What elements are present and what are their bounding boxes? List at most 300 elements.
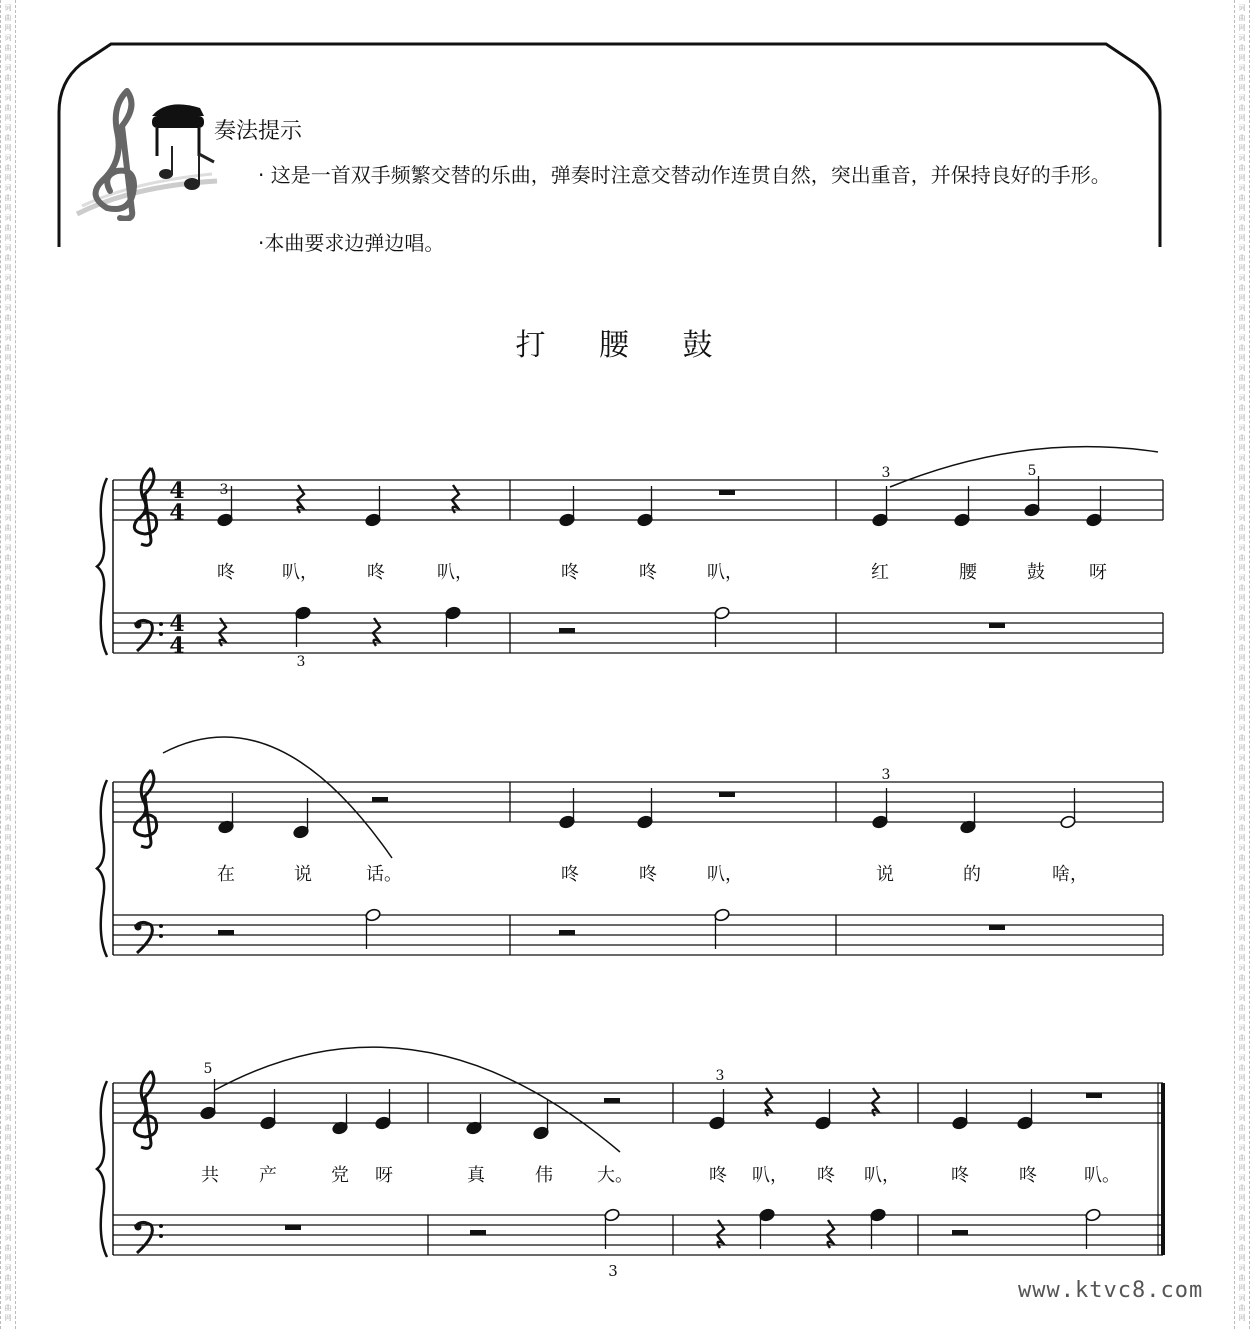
side-watermark-glyph: 曲: [1238, 794, 1246, 802]
side-watermark-glyph: 曲: [4, 884, 12, 892]
treble-note: [375, 1116, 392, 1130]
side-watermark-glyph: 网: [4, 1104, 12, 1112]
side-watermark-glyph: 词: [4, 94, 12, 102]
side-watermark-glyph: 曲: [4, 1004, 12, 1012]
side-watermark-glyph: 词: [1238, 814, 1246, 822]
bass-note: [714, 606, 731, 620]
side-watermark-glyph: 网: [4, 204, 12, 212]
side-watermark-glyph: 曲: [4, 674, 12, 682]
lyric-syllable: 伟: [535, 1165, 553, 1186]
side-watermark-glyph: 曲: [1238, 1304, 1246, 1312]
side-watermark-glyph: 曲: [1238, 404, 1246, 412]
quarter-rest: [297, 485, 304, 513]
lyric-syllable: 咚: [639, 864, 657, 885]
quarter-rest: [717, 1220, 724, 1248]
side-watermark-glyph: 曲: [1238, 224, 1246, 232]
side-watermark-glyph: 网: [4, 54, 12, 62]
side-watermark-glyph: 网: [1238, 384, 1246, 392]
side-watermark-glyph: 网: [1238, 264, 1246, 272]
treble-note: [709, 1116, 726, 1130]
half-rest: [952, 1230, 968, 1235]
half-rest: [470, 1230, 486, 1235]
side-watermark-glyph: 网: [1238, 1014, 1246, 1022]
treble-note: [1060, 815, 1077, 829]
brace: [97, 780, 107, 957]
side-watermark-glyph: 网: [4, 804, 12, 812]
side-watermark-glyph: 词: [4, 64, 12, 72]
lyric-syllable: 咚: [817, 1165, 835, 1186]
side-watermark-glyph: 词: [1238, 964, 1246, 972]
side-watermark-glyph: 网: [1238, 414, 1246, 422]
side-watermark-glyph: 网: [1238, 144, 1246, 152]
side-watermark-glyph: 网: [4, 984, 12, 992]
slur: [890, 447, 1158, 487]
side-watermark-glyph: 曲: [4, 1154, 12, 1162]
side-watermark-glyph: 网: [4, 294, 12, 302]
side-watermark-glyph: 曲: [1238, 1274, 1246, 1282]
side-watermark-glyph: 词: [1238, 544, 1246, 552]
time-signature-bottom: 4: [169, 633, 185, 659]
slur: [215, 1047, 620, 1152]
side-watermark-glyph: 曲: [1238, 974, 1246, 982]
side-watermark-glyph: 曲: [4, 854, 12, 862]
side-watermark-glyph: 网: [4, 924, 12, 932]
side-watermark-glyph: 词: [1238, 514, 1246, 522]
treble-note: [952, 1116, 969, 1130]
lyric-syllable: 咚: [561, 864, 579, 885]
side-watermark-glyph: 网: [4, 1224, 12, 1232]
side-watermark-glyph: 曲: [1238, 1244, 1246, 1252]
lyric-syllable: 党: [331, 1165, 349, 1186]
side-watermark-glyph: 曲: [1238, 1154, 1246, 1162]
side-watermark-glyph: 词: [4, 784, 12, 792]
side-watermark-glyph: 曲: [4, 944, 12, 952]
quarter-rest: [765, 1088, 772, 1116]
side-watermark-glyph: 曲: [1238, 344, 1246, 352]
lyric-syllable: 咚: [709, 1165, 727, 1186]
side-watermark-glyph: 词: [4, 574, 12, 582]
side-watermark-glyph: 曲: [4, 974, 12, 982]
side-watermark-glyph: 曲: [1238, 674, 1246, 682]
side-watermark-glyph: 词: [1238, 484, 1246, 492]
side-watermark-glyph: 词: [1238, 664, 1246, 672]
side-watermark-glyph: 词: [4, 214, 12, 222]
treble-note: [954, 513, 971, 527]
lyric-syllable: 咚: [951, 1165, 969, 1186]
side-watermark-glyph: 网: [1238, 474, 1246, 482]
lyric-syllable: 叭，: [707, 562, 743, 583]
side-watermark-glyph: 词: [4, 1054, 12, 1062]
side-watermark-glyph: 曲: [1238, 1214, 1246, 1222]
side-watermark-glyph: 网: [4, 84, 12, 92]
bass-clef-dot: [159, 934, 163, 938]
side-watermark-glyph: 网: [1238, 954, 1246, 962]
side-watermark-glyph: 网: [4, 684, 12, 692]
side-watermark-glyph: 词: [4, 124, 12, 132]
side-watermark-glyph: 曲: [1238, 434, 1246, 442]
side-watermark-glyph: 网: [1238, 804, 1246, 812]
side-watermark-glyph: 网: [1238, 294, 1246, 302]
side-watermark-glyph: 网: [1238, 834, 1246, 842]
song-title: 打 腰 鼓: [515, 328, 735, 363]
side-watermark-glyph: 网: [1238, 774, 1246, 782]
lyric-syllable: 真: [467, 1165, 485, 1186]
side-watermark-glyph: 词: [1238, 424, 1246, 432]
lyric-syllable: 咚: [639, 562, 657, 583]
side-watermark-glyph: 词: [4, 1294, 12, 1302]
side-watermark-glyph: 词: [1238, 274, 1246, 282]
side-watermark-glyph: 曲: [4, 314, 12, 322]
side-watermark-glyph: 网: [4, 1134, 12, 1142]
bass-note: [604, 1208, 621, 1222]
side-watermark-glyph: 曲: [1238, 764, 1246, 772]
bass-clef-dot: [159, 1234, 163, 1238]
side-watermark-glyph: 网: [4, 354, 12, 362]
side-watermark-glyph: 网: [1238, 864, 1246, 872]
side-watermark-glyph: 曲: [4, 74, 12, 82]
bass-clef-dot: [135, 1224, 142, 1231]
side-watermark-glyph: 词: [1238, 304, 1246, 312]
side-watermark-glyph: 网: [4, 1284, 12, 1292]
fingering: 5: [203, 1061, 213, 1077]
fingering: 3: [219, 482, 229, 498]
bass-clef-dot: [159, 622, 163, 626]
side-watermark-glyph: 词: [1238, 184, 1246, 192]
whole-rest: [719, 792, 735, 797]
lyric-syllable: 咚: [561, 562, 579, 583]
side-watermark-glyph: 曲: [4, 374, 12, 382]
side-watermark-glyph: 词: [1238, 694, 1246, 702]
side-watermark-glyph: 曲: [4, 824, 12, 832]
side-watermark-glyph: 词: [4, 304, 12, 312]
side-watermark-glyph: 曲: [4, 764, 12, 772]
treble-note: [637, 513, 654, 527]
lyric-syllable: 呀: [375, 1165, 393, 1186]
side-watermark-glyph: 网: [1238, 564, 1246, 572]
side-watermark-glyph: 词: [1238, 1114, 1246, 1122]
side-watermark-glyph: 网: [4, 504, 12, 512]
treble-note: [872, 815, 889, 829]
lyric-syllable: 的: [963, 864, 981, 885]
treble-note: [365, 513, 382, 527]
side-watermark-glyph: 词: [1238, 904, 1246, 912]
tips-heading: 奏法提示: [214, 119, 303, 144]
quarter-rest: [872, 1088, 879, 1116]
side-watermark-glyph: 曲: [1238, 164, 1246, 172]
side-watermark-glyph: 词: [4, 844, 12, 852]
bass-note: [1085, 1208, 1102, 1222]
lyric-syllable: 啥，: [1052, 864, 1088, 885]
treble-note: [217, 513, 234, 527]
side-watermark-glyph: 网: [1238, 534, 1246, 542]
side-watermark-glyph: 词: [1238, 64, 1246, 72]
side-watermark-glyph: 词: [4, 694, 12, 702]
side-watermark-glyph: 曲: [4, 164, 12, 172]
side-watermark-glyph: 曲: [4, 554, 12, 562]
treble-note: [260, 1116, 277, 1130]
brace: [97, 1081, 107, 1257]
bass-note: [870, 1208, 887, 1222]
side-watermark-glyph: 词: [1238, 574, 1246, 582]
side-watermark-glyph: 网: [4, 864, 12, 872]
side-watermark-glyph: 曲: [4, 284, 12, 292]
lyric-syllable: 咚: [367, 562, 385, 583]
treble-note: [637, 815, 654, 829]
side-watermark-glyph: 曲: [1238, 74, 1246, 82]
side-watermark-glyph: 词: [4, 484, 12, 492]
half-rest: [559, 930, 575, 935]
side-watermark-glyph: 词: [4, 334, 12, 342]
side-watermark-glyph: 网: [4, 384, 12, 392]
side-watermark-glyph: 曲: [4, 914, 12, 922]
side-watermark-glyph: 词: [1238, 1264, 1246, 1272]
lyric-syllable: 产: [259, 1165, 277, 1186]
side-watermark-glyph: 网: [1238, 234, 1246, 242]
side-watermark-glyph: 词: [4, 244, 12, 252]
side-watermark-glyph: 网: [1238, 1194, 1246, 1202]
side-watermark-glyph: 曲: [4, 1094, 12, 1102]
side-watermark-glyph: 网: [4, 234, 12, 242]
brace: [97, 478, 107, 655]
treble-note: [533, 1126, 550, 1140]
side-watermark-glyph: 曲: [1238, 254, 1246, 262]
side-watermark-glyph: 词: [1238, 214, 1246, 222]
side-watermark-glyph: 词: [4, 364, 12, 372]
side-watermark-glyph: 网: [1238, 324, 1246, 332]
side-watermark-glyph: 词: [1238, 994, 1246, 1002]
side-watermark-glyph: 词: [1238, 724, 1246, 732]
bass-clef-dot: [135, 924, 142, 931]
side-watermark-glyph: 网: [1238, 1314, 1246, 1322]
side-watermark-glyph: 曲: [1238, 614, 1246, 622]
side-watermark-glyph: 曲: [4, 1124, 12, 1132]
side-watermark-glyph: 词: [4, 154, 12, 162]
side-watermark-glyph: 词: [4, 1234, 12, 1242]
whole-rest: [719, 490, 735, 495]
side-watermark-glyph: 词: [4, 184, 12, 192]
side-watermark-glyph: 网: [4, 1194, 12, 1202]
side-watermark-glyph: 词: [1238, 4, 1246, 12]
side-watermark-glyph: 网: [4, 144, 12, 152]
side-watermark-glyph: 词: [1238, 124, 1246, 132]
side-watermark-glyph: 曲: [4, 464, 12, 472]
bass-note: [365, 908, 382, 922]
quarter-rest: [827, 1220, 834, 1248]
side-watermark-glyph: 词: [1238, 364, 1246, 372]
side-watermark-glyph: 网: [4, 474, 12, 482]
time-signature-top: 4: [169, 478, 185, 504]
side-watermark-glyph: 网: [1238, 114, 1246, 122]
whole-rest: [989, 623, 1005, 628]
tip-line-1: · 这是一首双手频繁交替的乐曲，弹奏时注意交替动作连贯自然，突出重音，并保持良好的手形。: [258, 163, 1111, 187]
side-watermark-glyph: 网: [4, 114, 12, 122]
side-watermark-glyph: 词: [4, 1024, 12, 1032]
bass-note: [759, 1208, 776, 1222]
treble-note: [200, 1106, 217, 1120]
side-watermark-glyph: 曲: [4, 1214, 12, 1222]
side-watermark-glyph: 网: [4, 534, 12, 542]
side-watermark-glyph: 网: [1238, 354, 1246, 362]
side-watermark-glyph: 词: [4, 1204, 12, 1212]
side-watermark-glyph: 词: [4, 994, 12, 1002]
fingering: 3: [296, 654, 306, 670]
side-watermark-glyph: 曲: [1238, 734, 1246, 742]
side-watermark-glyph: 词: [1238, 454, 1246, 462]
side-watermark-glyph: 词: [4, 904, 12, 912]
side-watermark-glyph: 词: [4, 1174, 12, 1182]
side-watermark-glyph: 词: [1238, 1204, 1246, 1212]
side-watermark-glyph: 词: [4, 874, 12, 882]
treble-note: [1024, 503, 1041, 517]
lyric-syllable: 叭，: [752, 1165, 788, 1186]
quarter-rest: [452, 485, 459, 513]
lyric-syllable: 鼓: [1027, 562, 1045, 583]
side-watermark-glyph: 网: [4, 414, 12, 422]
side-watermark-glyph: 词: [4, 1114, 12, 1122]
page-number: 3: [608, 1262, 618, 1280]
side-watermark-glyph: 曲: [1238, 1034, 1246, 1042]
side-watermark-glyph: 曲: [1238, 584, 1246, 592]
side-watermark-glyph: 词: [4, 4, 12, 12]
side-watermark-glyph: 词: [4, 814, 12, 822]
side-watermark-glyph: 曲: [4, 1064, 12, 1072]
side-watermark-glyph: 词: [4, 1264, 12, 1272]
side-watermark-glyph: 网: [4, 594, 12, 602]
side-watermark-glyph: 网: [1238, 714, 1246, 722]
side-watermark-glyph: 曲: [4, 1034, 12, 1042]
treble-note: [293, 825, 310, 839]
lyric-syllable: 呀: [1089, 562, 1107, 583]
lyric-syllable: 话。: [366, 864, 402, 885]
side-watermark-glyph: 网: [1238, 744, 1246, 752]
lyric-syllable: 说: [876, 864, 894, 885]
side-watermark-glyph: 词: [4, 604, 12, 612]
side-watermark-glyph: 曲: [4, 344, 12, 352]
lyric-syllable: 说: [294, 864, 312, 885]
side-watermark-glyph: 曲: [1238, 824, 1246, 832]
side-watermark-glyph: 词: [1238, 634, 1246, 642]
side-watermark-glyph: 曲: [1238, 1124, 1246, 1132]
side-watermark-glyph: 词: [1238, 604, 1246, 612]
side-watermark-glyph: 曲: [1238, 704, 1246, 712]
side-watermark-glyph: 词: [1238, 154, 1246, 162]
lyric-syllable: 在: [217, 864, 235, 885]
side-watermark-glyph: 词: [1238, 1024, 1246, 1032]
bass-clef-dot: [159, 924, 163, 928]
side-watermark-glyph: 曲: [4, 1274, 12, 1282]
whole-rest: [1086, 1093, 1102, 1098]
side-watermark-glyph: 网: [1238, 174, 1246, 182]
side-watermark-glyph: 词: [4, 34, 12, 42]
side-watermark-glyph: 网: [1238, 24, 1246, 32]
side-watermark-glyph: 网: [1238, 1164, 1246, 1172]
whole-rest: [285, 1225, 301, 1230]
lyric-syllable: 咚: [1019, 1165, 1037, 1186]
side-watermark-glyph: 词: [4, 1144, 12, 1152]
bass-note: [295, 606, 312, 620]
side-watermark-glyph: 词: [1238, 1144, 1246, 1152]
side-watermark-glyph: 词: [4, 724, 12, 732]
side-watermark-glyph: 词: [4, 934, 12, 942]
side-watermark-glyph: 网: [4, 1014, 12, 1022]
side-watermark-glyph: 曲: [1238, 1064, 1246, 1072]
side-watermark-glyph: 曲: [1238, 44, 1246, 52]
half-rest: [218, 930, 234, 935]
side-watermark-glyph: 网: [4, 444, 12, 452]
fingering: 3: [881, 767, 891, 783]
side-watermark-glyph: 曲: [1238, 944, 1246, 952]
side-watermark-glyph: 曲: [4, 734, 12, 742]
side-watermark-glyph: 网: [4, 714, 12, 722]
side-watermark-glyph: 网: [1238, 204, 1246, 212]
treble-note: [815, 1116, 832, 1130]
side-watermark-glyph: 网: [4, 24, 12, 32]
side-watermark-glyph: 网: [1238, 594, 1246, 602]
side-watermark-glyph: 曲: [1238, 854, 1246, 862]
side-watermark-glyph: 曲: [1238, 284, 1246, 292]
side-watermark-glyph: 词: [4, 634, 12, 642]
side-watermark-glyph: 网: [1238, 54, 1246, 62]
side-watermark-glyph: 词: [1238, 754, 1246, 762]
side-watermark-glyph: 网: [4, 174, 12, 182]
side-watermark-glyph: 网: [4, 744, 12, 752]
side-watermark-glyph: 曲: [4, 794, 12, 802]
side-watermark-glyph: 词: [4, 394, 12, 402]
fingering: 5: [1027, 463, 1037, 479]
side-watermark-glyph: 网: [4, 954, 12, 962]
side-watermark-glyph: 网: [1238, 1224, 1246, 1232]
side-watermark-glyph: 网: [4, 654, 12, 662]
side-watermark-glyph: 词: [4, 1084, 12, 1092]
side-watermark-glyph: 词: [4, 424, 12, 432]
side-watermark-glyph: 曲: [1238, 1094, 1246, 1102]
side-watermark-glyph: 词: [1238, 784, 1246, 792]
side-watermark-glyph: 网: [4, 774, 12, 782]
side-watermark-glyph: 网: [1238, 444, 1246, 452]
side-watermark-glyph: 曲: [4, 524, 12, 532]
side-watermark-glyph: 曲: [1238, 1004, 1246, 1012]
lyric-syllable: 叭，: [864, 1165, 900, 1186]
side-watermark-glyph: 网: [4, 1254, 12, 1262]
half-rest: [559, 628, 575, 633]
lyric-syllable: 腰: [959, 562, 977, 583]
half-rest: [604, 1098, 620, 1103]
side-watermark-glyph: 曲: [4, 494, 12, 502]
side-watermark-glyph: 词: [4, 274, 12, 282]
side-watermark-glyph: 曲: [4, 644, 12, 652]
side-watermark-glyph: 网: [1238, 504, 1246, 512]
bass-clef-dot: [135, 622, 142, 629]
side-watermark-glyph: 词: [4, 754, 12, 762]
side-watermark-glyph: 曲: [1238, 914, 1246, 922]
side-watermark-glyph: 词: [4, 514, 12, 522]
side-watermark-glyph: 词: [1238, 34, 1246, 42]
side-watermark-glyph: 网: [1238, 1134, 1246, 1142]
side-watermark-glyph: 网: [1238, 924, 1246, 932]
side-watermark-glyph: 曲: [1238, 134, 1246, 142]
side-watermark-glyph: 词: [1238, 874, 1246, 882]
side-watermark-glyph: 词: [4, 964, 12, 972]
side-watermark-glyph: 词: [1238, 244, 1246, 252]
time-signature-bottom: 4: [169, 500, 185, 526]
side-watermark-glyph: 网: [4, 1074, 12, 1082]
side-watermark-glyph: 词: [1238, 934, 1246, 942]
slur: [163, 737, 392, 858]
side-watermark-glyph: 曲: [4, 254, 12, 262]
side-watermark-glyph: 曲: [4, 134, 12, 142]
lyric-syllable: 叭，: [282, 562, 318, 583]
side-watermark-glyph: 网: [1238, 1074, 1246, 1082]
